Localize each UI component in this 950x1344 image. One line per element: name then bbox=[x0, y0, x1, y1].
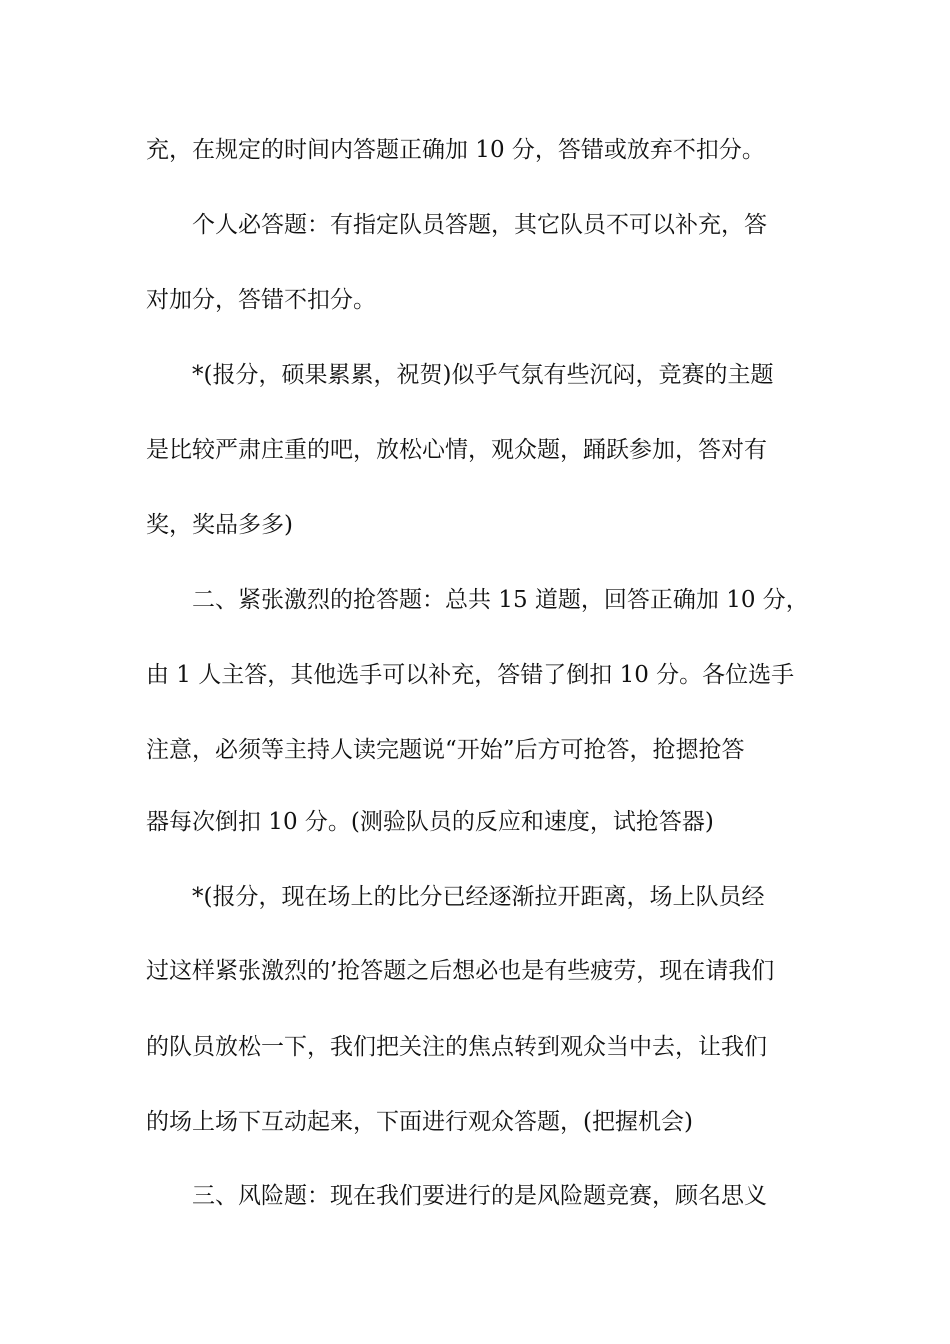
text-line: 个人必答题：有指定队员答题，其它队员不可以补充，答 bbox=[192, 212, 767, 238]
text-line: 奖，奖品多多) bbox=[146, 512, 293, 538]
text-line: *(报分，现在场上的比分已经逐渐拉开距离，场上队员经 bbox=[192, 884, 765, 910]
text-line: 器每次倒扣 10 分。(测验队员的反应和速度，试抢答器) bbox=[146, 809, 714, 835]
text-line: 的队员放松一下，我们把关注的焦点转到观众当中去，让我们 bbox=[146, 1034, 767, 1060]
text-line: 充，在规定的时间内答题正确加 10 分，答错或放弃不扣分。 bbox=[146, 137, 765, 163]
text-line: 三、风险题：现在我们要进行的是风险题竞赛，顾名思义 bbox=[192, 1183, 767, 1209]
text-line: 对加分，答错不扣分。 bbox=[146, 287, 376, 313]
text-line: 过这样紧张激烈的’抢答题之后想必也是有些疲劳，现在请我们 bbox=[146, 958, 775, 984]
text-line: 由 1 人主答，其他选手可以补充，答错了倒扣 10 分。各位选手 bbox=[146, 662, 795, 688]
text-line: 是比较严肃庄重的吧，放松心情，观众题，踊跃参加，答对有 bbox=[146, 437, 767, 463]
text-line: 的场上场下互动起来，下面进行观众答题，(把握机会) bbox=[146, 1109, 693, 1135]
text-line: 二、紧张激烈的抢答题：总共 15 道题，回答正确加 10 分， bbox=[192, 587, 809, 613]
text-line: *(报分，硕果累累，祝贺)似乎气氛有些沉闷，竞赛的主题 bbox=[192, 362, 774, 388]
text-line: 注意，必须等主持人读完题说“开始”后方可抢答，抢摁抢答 bbox=[146, 737, 745, 763]
